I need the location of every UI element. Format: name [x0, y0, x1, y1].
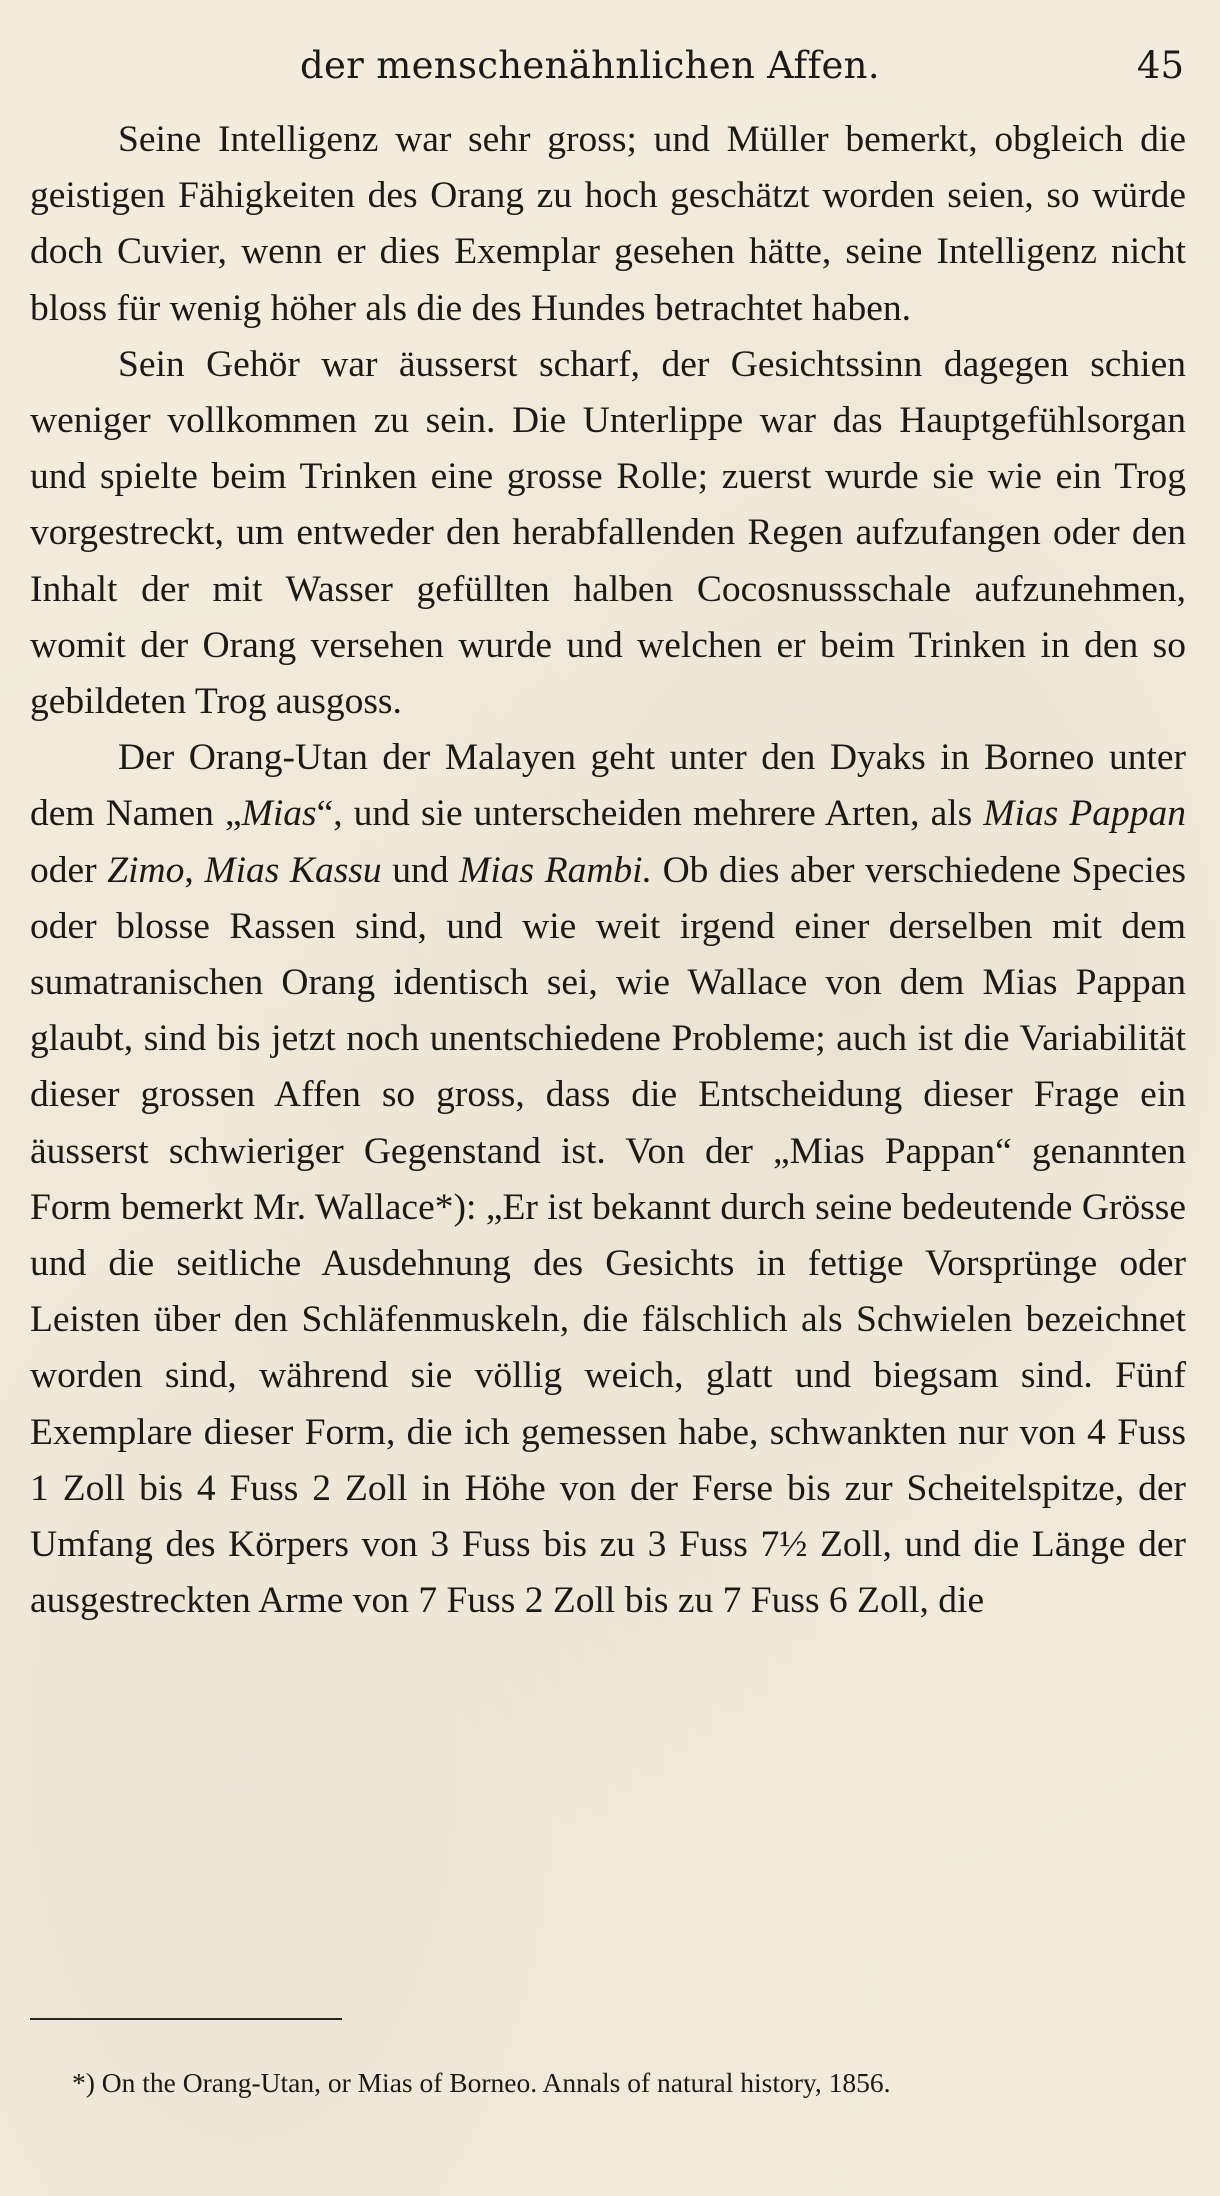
italic-zimo: Zimo	[107, 849, 185, 891]
paragraph-3-text-1: Der Orang-Utan der Malayen geht unter den Dyaks in Borneo unter dem Namen „	[30, 737, 1186, 835]
footnote-text: *) On the Orang-Utan, or Mias of Borneo. Annals of natural history, 1856.	[72, 2067, 891, 2098]
italic-mias-kassu: Mias Kassu	[204, 849, 382, 891]
paragraph-1: Seine Intelligenz war sehr gross; und Müller bemerkt, obgleich die geistigen Fähigkeiten des Orang zu hoch geschätzt worden seien, so würde doch Cuvier, wenn er dies Exemplar gesehen hätte, seine Intelligenz nicht bloss für wenig höher als die des Hundes betrachtet haben.	[30, 119, 1186, 329]
running-head	[0, 38, 1220, 94]
running-title: der menschenähnlichen Affen.	[300, 44, 880, 87]
paragraph-3-text-4: ,	[184, 849, 205, 891]
italic-mias-rambi: Mias Rambi.	[459, 849, 652, 891]
paragraph-3-text-6: Ob dies aber verschiedene Species oder blosse Rassen sind, und wie weit irgend einer derselben mit dem sumatranischen Orang identisch sei, wie Wallace von dem Mias Pappan glaubt, sind bis jetzt noch unentschiedene Probleme; auch ist die Variabilität dieser grossen Affen so gross, dass die Entscheidung dieser Frage ein äusserst schwieriger Gegenstand ist. Von der „Mias Pappan“ genannten Form bemerkt Mr. Wallace*): „Er ist bekannt durch seine bedeutende Grösse und die seitliche Ausdehnung des Gesichts in fettige Vorsprünge oder Leisten über den Schläfenmuskeln, die fälschlich als Schwielen bezeichnet worden sind, während sie völlig weich, glatt und biegsam sind. Fünf Exemplare dieser Form, die ich gemessen habe, schwankten nur von 4 Fuss 1 Zoll bis 4 Fuss 2 Zoll in Höhe von der Ferse bis zur Scheitelspitze, der Umfang des Körpers von 3 Fuss bis zu 3 Fuss 7½ Zoll, und die Länge der ausgestreckten Arme von 7 Fuss 2 Zoll bis zu 7 Fuss 6 Zoll, die	[30, 849, 1187, 1622]
italic-mias-pappan: Mias Pappan	[983, 793, 1186, 835]
paragraph-3	[30, 730, 1186, 1629]
paragraph-3-text-2: “, und sie unterscheiden mehrere Arten, als	[316, 793, 984, 835]
paragraph-2: Sein Gehör war äusserst scharf, der Gesichtssinn dagegen schien weniger vollkommen zu sein. Die Unterlippe war das Hauptgefühlsorgan und spielte beim Trinken eine grosse Rolle; zuerst wurde sie wie ein Trog vorgestreckt, um entweder den herabfallenden Regen aufzufangen oder den Inhalt der mit Wasser gefüllten halben Cocosnussschale aufzunehmen, womit der Orang versehen wurde und welchen er beim Trinken in den so gebildeten Trog ausgoss.	[30, 343, 1186, 723]
body-text	[30, 112, 1186, 1629]
paragraph-3-text-3: oder	[30, 849, 108, 891]
italic-mias: Mias	[241, 793, 317, 835]
paragraph-3-text-5: und	[381, 849, 460, 891]
page-number: 45	[1136, 44, 1184, 87]
footnote	[30, 2062, 1180, 2104]
footnote-rule	[30, 2018, 342, 2020]
